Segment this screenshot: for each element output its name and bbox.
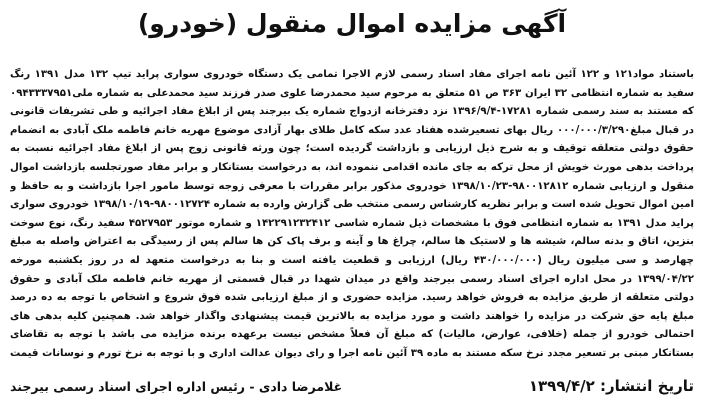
notice-footer (10, 374, 694, 398)
publish-date: ۱۳۹۹/۴/۲ (528, 377, 595, 395)
publish-date-line (529, 377, 694, 395)
publish-date-label: تاریخ انتشار: (600, 377, 694, 395)
signature: غلامرضا دادی - رئیس اداره اجرای اسناد رسمی بیرجند (10, 378, 343, 394)
notice-title: آگهی مزایده اموال منقول (خودرو) (137, 9, 567, 38)
notice-body: باستناد مواد۱۲۱ و ۱۲۲ آئین نامه اجرای مفاد اسناد رسمی لازم الاجرا تمامی یک دستگاه خودروی سواری پراید تیپ ۱۳۲ مدل ۱۳۹۱ رنگ سفید به شماره انتظامی ۳۲ ایران ۳۶۳ ص ۵۱ متعلق به مرحوم سید محمدرضا علوی صدر فرزند سید محمدعلی به شماره ملی۰۹۴۳۳۳۷۹۵۱ که مستند به سند رسمی شماره ۱۷۲۸۱-۱۳۹۶/۹/۴ نزد دفترخانه ازدواج شماره یک بیرجند پس از ابلاغ مفاد اجرائیه و طی تشریفات قانونی در قبال مبلغ۰۰۰/۰۰۰/۳/۲۹۰ ریال بهای تسعیرشده هفتاد عدد سکه کامل طلای بهار آزادی موضوع مهریه خانم فاطمه ملک آبادی به انضمام حقوق دولتی متعلقه توقیف و به شرح ذیل ارزیابی و بازداشت گردیده است؛ چون ورثه قانونی زوج پس از ابلاغ مفاد اجرائیه نسبت به پرداخت بدهی مورث خویش از محل ترکه به جای مانده اقدامی ننموده اند، به درخواست بستانکار و برابر مفاد صورتجلسه بازداشت اموال منقول و ارزیابی شماره ۹۸۰۰۱۲۸۱۲-۱۳۹۸/۱۰/۲۳ خودروی مذکور برابر مقررات با معرفی زوجه توسط مامور اجرا بازداشت و به حافظ و امین اموال تحویل شده است و برابر نظریه کارشناس رسمی منتخب طی گزارش وارده به شماره ۹۸۰۰۱۲۷۲۴-۱۳۹۸/۱۰/۱۹ خودروی سواری پراید مدل ۱۳۹۱ به شماره انتظامی فوق با مشخصات ذیل شماره شاسی ۱۴۲۲۹۱۲۳۲۴۱۲ و شماره موتور ۴۵۲۷۹۵۳ سفید رنگ، نوع سوخت بنزین، اتاق و بدنه سالم، شیشه ها و لاستیک ها سالم، چراغ ها و آینه و برف پاک کن ها سالم پس از رسیدگی به اعتراض واصله به مبلغ چهارصد و سی میلیون ریال (۴۳۰/۰۰۰/۰۰۰ ریال) ارزیابی و قطعیت یافته است و بنا به درخواست متعهد له در روز یکشنبه مورخه ۱۳۹۹/۰۴/۲۲ در محل اداره اجرای اسناد رسمی بیرجند واقع در میدان شهدا در قبال قسمتی از مهریه خانم فاطمه ملک آبادی و حقوق دولتی متعلقه از طریق مزایده به فروش خواهد رسید. مزایده حضوری و از مبلغ ارزیابی شده فوق شروع و اشخاص با توجه به ده درصد مبلغ پایه حق شرکت در مزایده را خواهند داشت و مورد مزایده به بالاترین قیمت پیشنهادی واگذار خواهد شد. همچنین کلیه بدهی های احتمالی خودرو از جمله (خلافی، عوارض، مالیات) که مبلغ آن فعلاً مشخص نیست برعهده برنده مزایده می باشد با توجه به تقاضای بستانکار مبنی بر تسعیر مجدد نرخ سکه مستند به ماده ۳۹ آئین نامه اجرا و رای دیوان عدالت اداری و با توجه به نرخ تورم و نوسانات قیمت (10, 69, 694, 359)
